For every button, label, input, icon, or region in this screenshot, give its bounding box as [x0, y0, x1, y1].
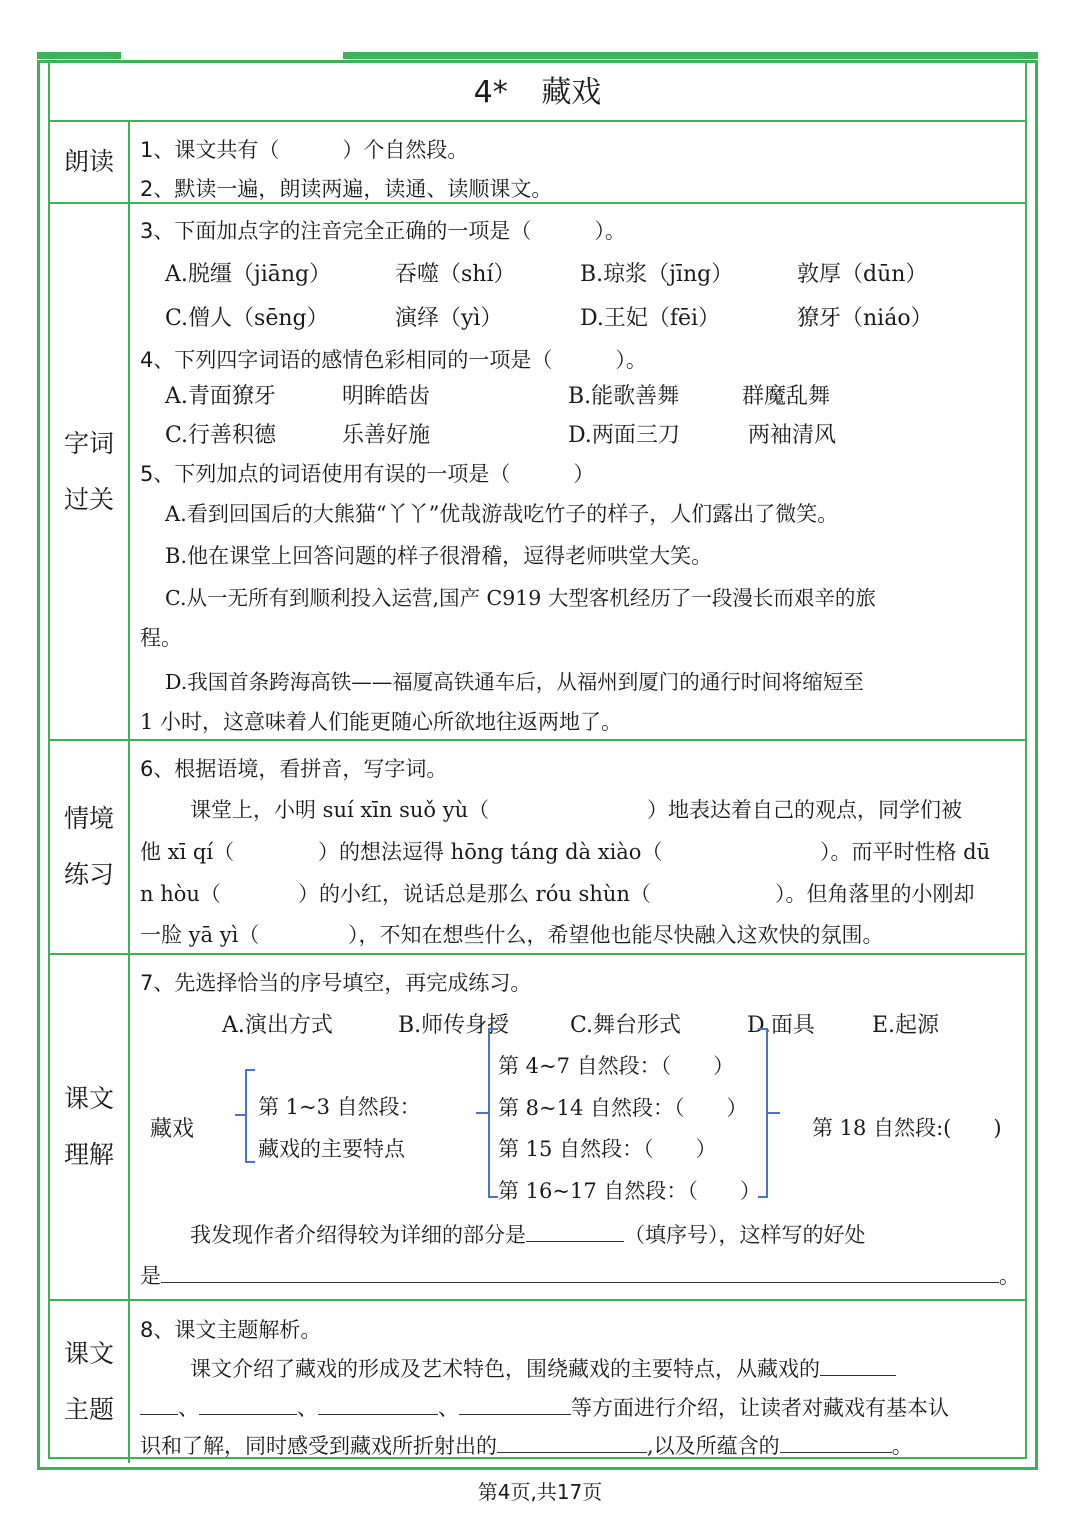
question-7-stem: 7、先选择恰当的序号填空，再完成练习。 [140, 971, 532, 995]
q5-option-d-line1: D.我国首条跨海高铁——福厦高铁通车后，从福州到厦门的通行时间将缩短至 [165, 670, 864, 694]
q7-option-d: D.面具 [747, 1013, 815, 1038]
answer-blank[interactable] [199, 1390, 297, 1415]
q3-option-a1: A.脱缰（jiāng） [165, 262, 332, 287]
q6-line4-a: 一脸 yā yì（ [140, 923, 260, 947]
q7-fill-line2: 是 。 [140, 1258, 1020, 1290]
structure-part1-desc: 藏戏的主要特点 [258, 1137, 405, 1161]
answer-blank[interactable] [526, 1217, 624, 1242]
structure-part3: 第 18 自然段:( ) [812, 1116, 1002, 1140]
q6-line1-a: 课堂上，小明 suí xīn suǒ yù（ [190, 798, 490, 822]
worksheet-frame [37, 60, 1038, 1470]
page-title [50, 63, 1025, 122]
q5-option-c-line2: 程。 [140, 626, 182, 650]
q3-option-c2: 演绎（yì） [395, 306, 503, 331]
q7-option-b: B.师传身授 [398, 1013, 510, 1038]
answer-blank[interactable] [318, 1390, 438, 1415]
brace-left [245, 1069, 255, 1163]
structure-sub1: 第 4~7 自然段：（ ） [498, 1054, 735, 1078]
q7-option-c: C.舞台形式 [570, 1013, 682, 1038]
section-context [50, 741, 1025, 955]
section-comprehension [50, 955, 1025, 1301]
q8-line3: 识和了解，同时感受到藏戏所折射出的 ,以及所蕴含的 。 [140, 1428, 913, 1460]
lesson-name: 藏戏 [541, 75, 602, 110]
q6-line1-b: ）地表达着自己的观点，同学们被 [647, 798, 962, 822]
page-footer: 第4页,共17页 [477, 1480, 603, 1504]
answer-blank[interactable] [459, 1390, 571, 1415]
structure-sub2: 第 8~14 自然段：（ ） [498, 1096, 748, 1120]
q6-line3-c: ）。但角落里的小刚却 [775, 882, 975, 906]
q5-option-d-line2: 1 小时，这意味着人们能更随心所欲地往返两地了。 [140, 710, 623, 734]
q4-option-c1: C.行善积德 [165, 423, 277, 448]
top-decor-bar-left [37, 52, 121, 59]
q6-line4-b: ），不知在想些什么，希望他也能尽快融入这欢快的氛围。 [348, 923, 884, 947]
q4-option-b1: B.能歌善舞 [568, 384, 680, 409]
label-reading: 朗读 [50, 122, 130, 202]
q4-option-c2: 乐善好施 [342, 423, 431, 448]
label-context: 情境 练习 [50, 741, 130, 953]
question-8-stem: 8、课文主题解析。 [140, 1318, 322, 1342]
answer-blank[interactable] [780, 1428, 892, 1453]
structure-part1-title: 第 1~3 自然段： [258, 1095, 421, 1119]
q7-fill-line1: 我发现作者介绍得较为详细的部分是 （填序号），这样写的好处 [190, 1217, 866, 1249]
label-comprehension: 课文 理解 [50, 955, 130, 1299]
label-words: 字词 过关 [50, 204, 130, 739]
q4-option-d2: 两袖清风 [748, 423, 837, 448]
lesson-number: 4* [473, 75, 508, 110]
section-theme [50, 1301, 1025, 1463]
q8-line2: 、 、 、 等方面进行介绍，让读者对藏戏有基本认 [140, 1390, 949, 1422]
answer-blank[interactable] [820, 1351, 896, 1376]
question-5-stem: 5、下列加点的词语使用有误的一项是（ ） [140, 462, 595, 486]
q6-line3-a: n hòu（ [140, 882, 221, 906]
question-1: 1、课文共有（ ）个自然段。 [140, 138, 469, 162]
section-words [50, 204, 1025, 741]
brace-middle-left-tick [476, 1112, 488, 1114]
section-reading [50, 122, 1025, 204]
q4-option-b2: 群魔乱舞 [742, 384, 831, 409]
q3-option-d2: 獠牙（niáo） [797, 306, 933, 331]
q5-option-a: A.看到回国后的大熊猫“丫丫”优哉游哉吃竹子的样子，人们露出了微笑。 [165, 502, 839, 526]
brace-left-tick [235, 1114, 245, 1116]
q6-line2-c: ）。而平时性格 dū [820, 840, 991, 864]
q5-option-b: B.他在课堂上回答问题的样子很滑稽，逗得老师哄堂大笑。 [165, 544, 713, 568]
q4-option-a2: 明眸皓齿 [342, 384, 431, 409]
structure-root: 藏戏 [150, 1117, 195, 1142]
answer-blank[interactable] [140, 1390, 178, 1415]
q4-option-d1: D.两面三刀 [568, 423, 680, 448]
q3-option-c1: C.僧人（sēng） [165, 306, 329, 331]
answer-blank[interactable] [161, 1258, 999, 1283]
q5-option-c-line1: C.从一无所有到顺利投入运营,国产 C919 大型客机经历了一段漫长而艰辛的旅 [165, 586, 876, 610]
q3-option-b1: B.琼浆（jīng） [580, 262, 734, 287]
q7-option-a: A.演出方式 [222, 1013, 333, 1038]
q8-line1: 课文介绍了藏戏的形成及艺术特色，围绕藏戏的主要特点，从藏戏的 [190, 1351, 896, 1383]
q7-option-e: E.起源 [872, 1013, 940, 1038]
q3-option-a2: 吞噬（shí） [395, 262, 516, 287]
top-decor-bar-right [343, 52, 1038, 59]
question-2: 2、默读一遍，朗读两遍，读通、读顺课文。 [140, 177, 553, 201]
structure-sub4: 第 16~17 自然段：（ ） [498, 1179, 761, 1203]
q6-line2-a: 他 xī qí（ [140, 840, 235, 864]
answer-blank[interactable] [497, 1428, 647, 1453]
question-3-stem: 3、下面加点字的注音完全正确的一项是（ ）。 [140, 219, 626, 243]
brace-middle-right-tick [766, 1112, 780, 1114]
q6-line3-b: ）的小红，说话总是那么 róu shùn（ [298, 882, 651, 906]
q3-option-d1: D.王妃（fēi） [580, 306, 721, 331]
question-6-stem: 6、根据语境，看拼音，写字词。 [140, 757, 448, 781]
q3-option-b2: 敦厚（dūn） [797, 262, 928, 287]
brace-middle-left [488, 1028, 498, 1198]
q4-option-a1: A.青面獠牙 [165, 384, 276, 409]
label-theme: 课文 主题 [50, 1301, 130, 1463]
question-4-stem: 4、下列四字词语的感情色彩相同的一项是（ ）。 [140, 348, 647, 372]
q6-line2-b: ）的想法逗得 hōng táng dà xiào（ [318, 840, 663, 864]
worksheet-table [48, 63, 1027, 1459]
structure-sub3: 第 15 自然段：（ ） [498, 1137, 717, 1161]
